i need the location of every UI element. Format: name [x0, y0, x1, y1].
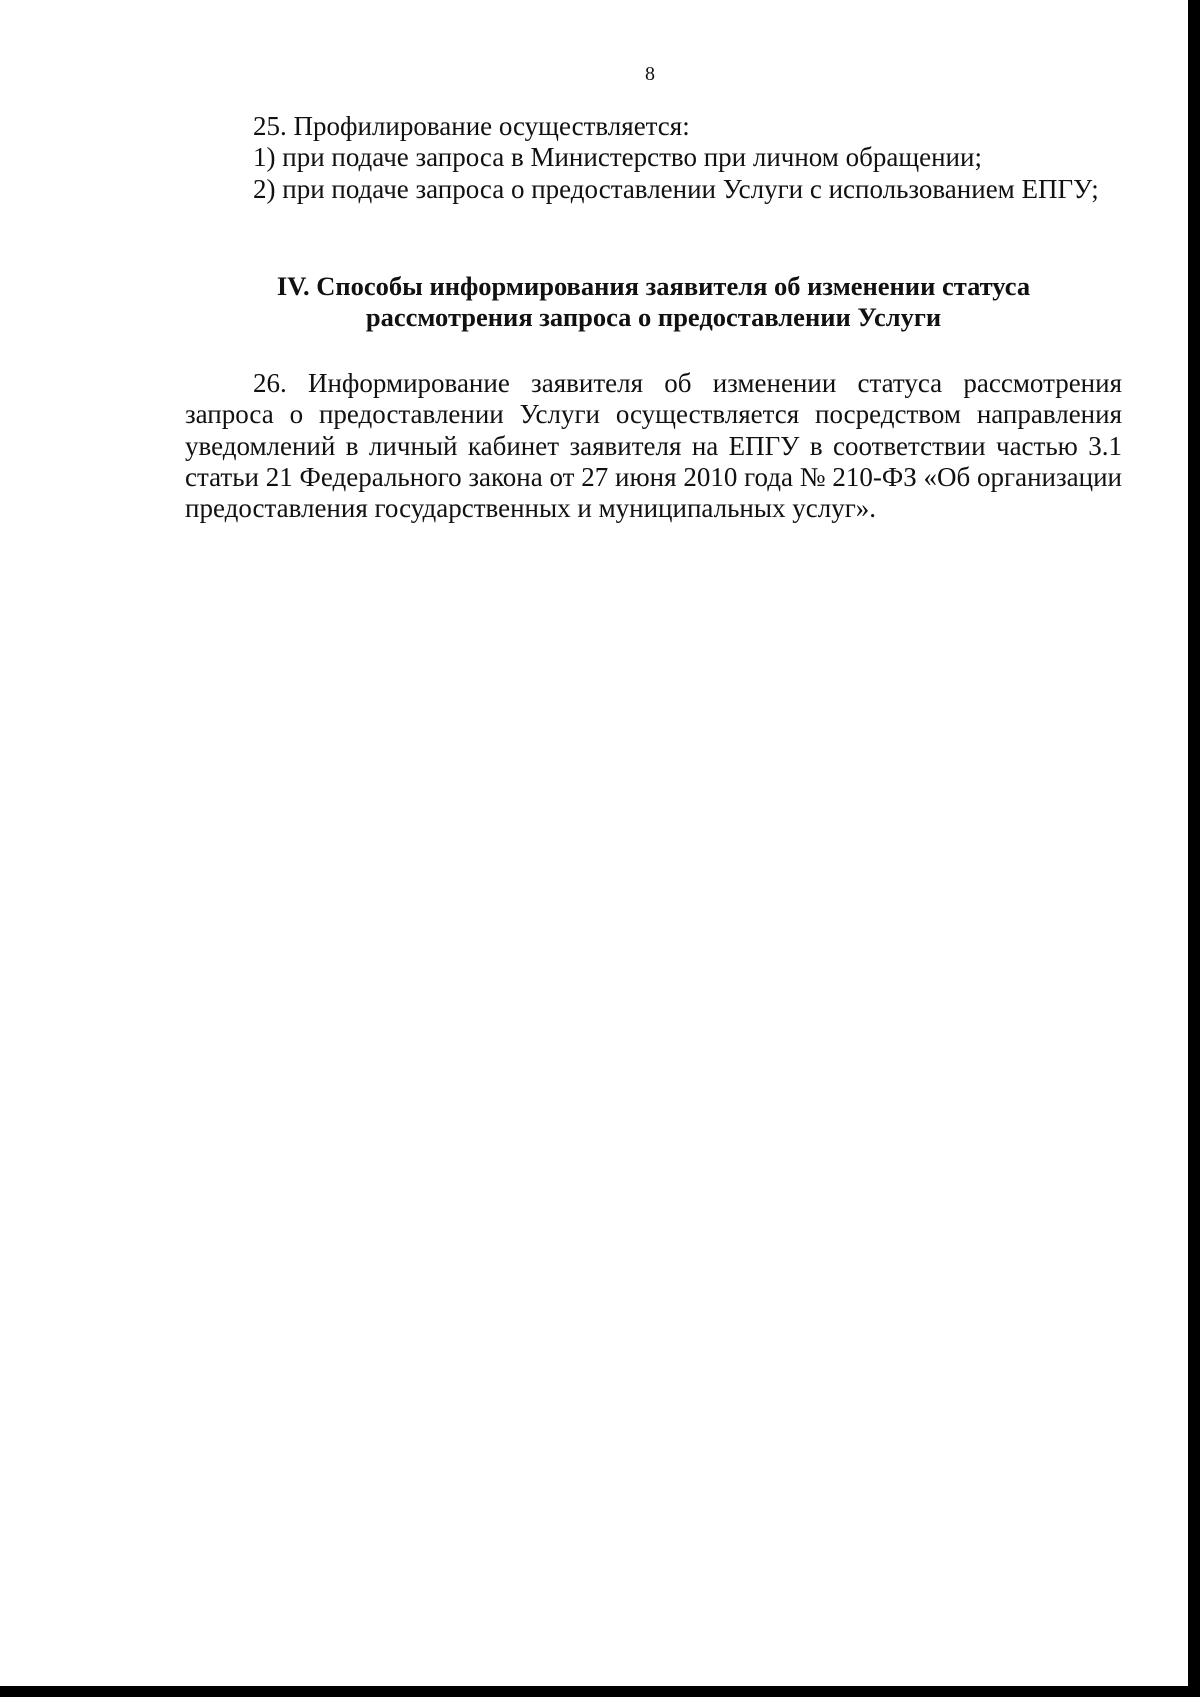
item-26-paragraph: 26. Информирование заявителя об изменении статуса рассмотрения запроса о предоставлении Услуги осуществляется посредством направления уведомлений в личный кабинет заявителя на ЕПГУ в соответствии частью 3.1 статьи 21 Федерального закона от 27 июня 2010 года № 210-ФЗ «Об организации предоставления государственных и муниципальных услуг». [185, 368, 1122, 524]
section-4-heading-line-1: IV. Способы информирования заявителя об изменении статуса [276, 271, 1031, 301]
item-25-point-1: 1) при подаче запроса в Министерство при личном обращении; [253, 142, 982, 173]
section-4-heading [185, 271, 1122, 334]
item-25-point-2: 2) при подаче запроса о предоставлении Услуги с использованием ЕПГУ; [253, 173, 1099, 204]
page-number: 8 [645, 63, 655, 85]
item-26-block [185, 368, 1122, 524]
item-25-block [185, 111, 1122, 205]
section-4-heading-line-2: рассмотрения запроса о предоставлении Услуги [365, 302, 942, 333]
item-25-intro: 25. Профилирование осуществляется: [253, 111, 690, 141]
